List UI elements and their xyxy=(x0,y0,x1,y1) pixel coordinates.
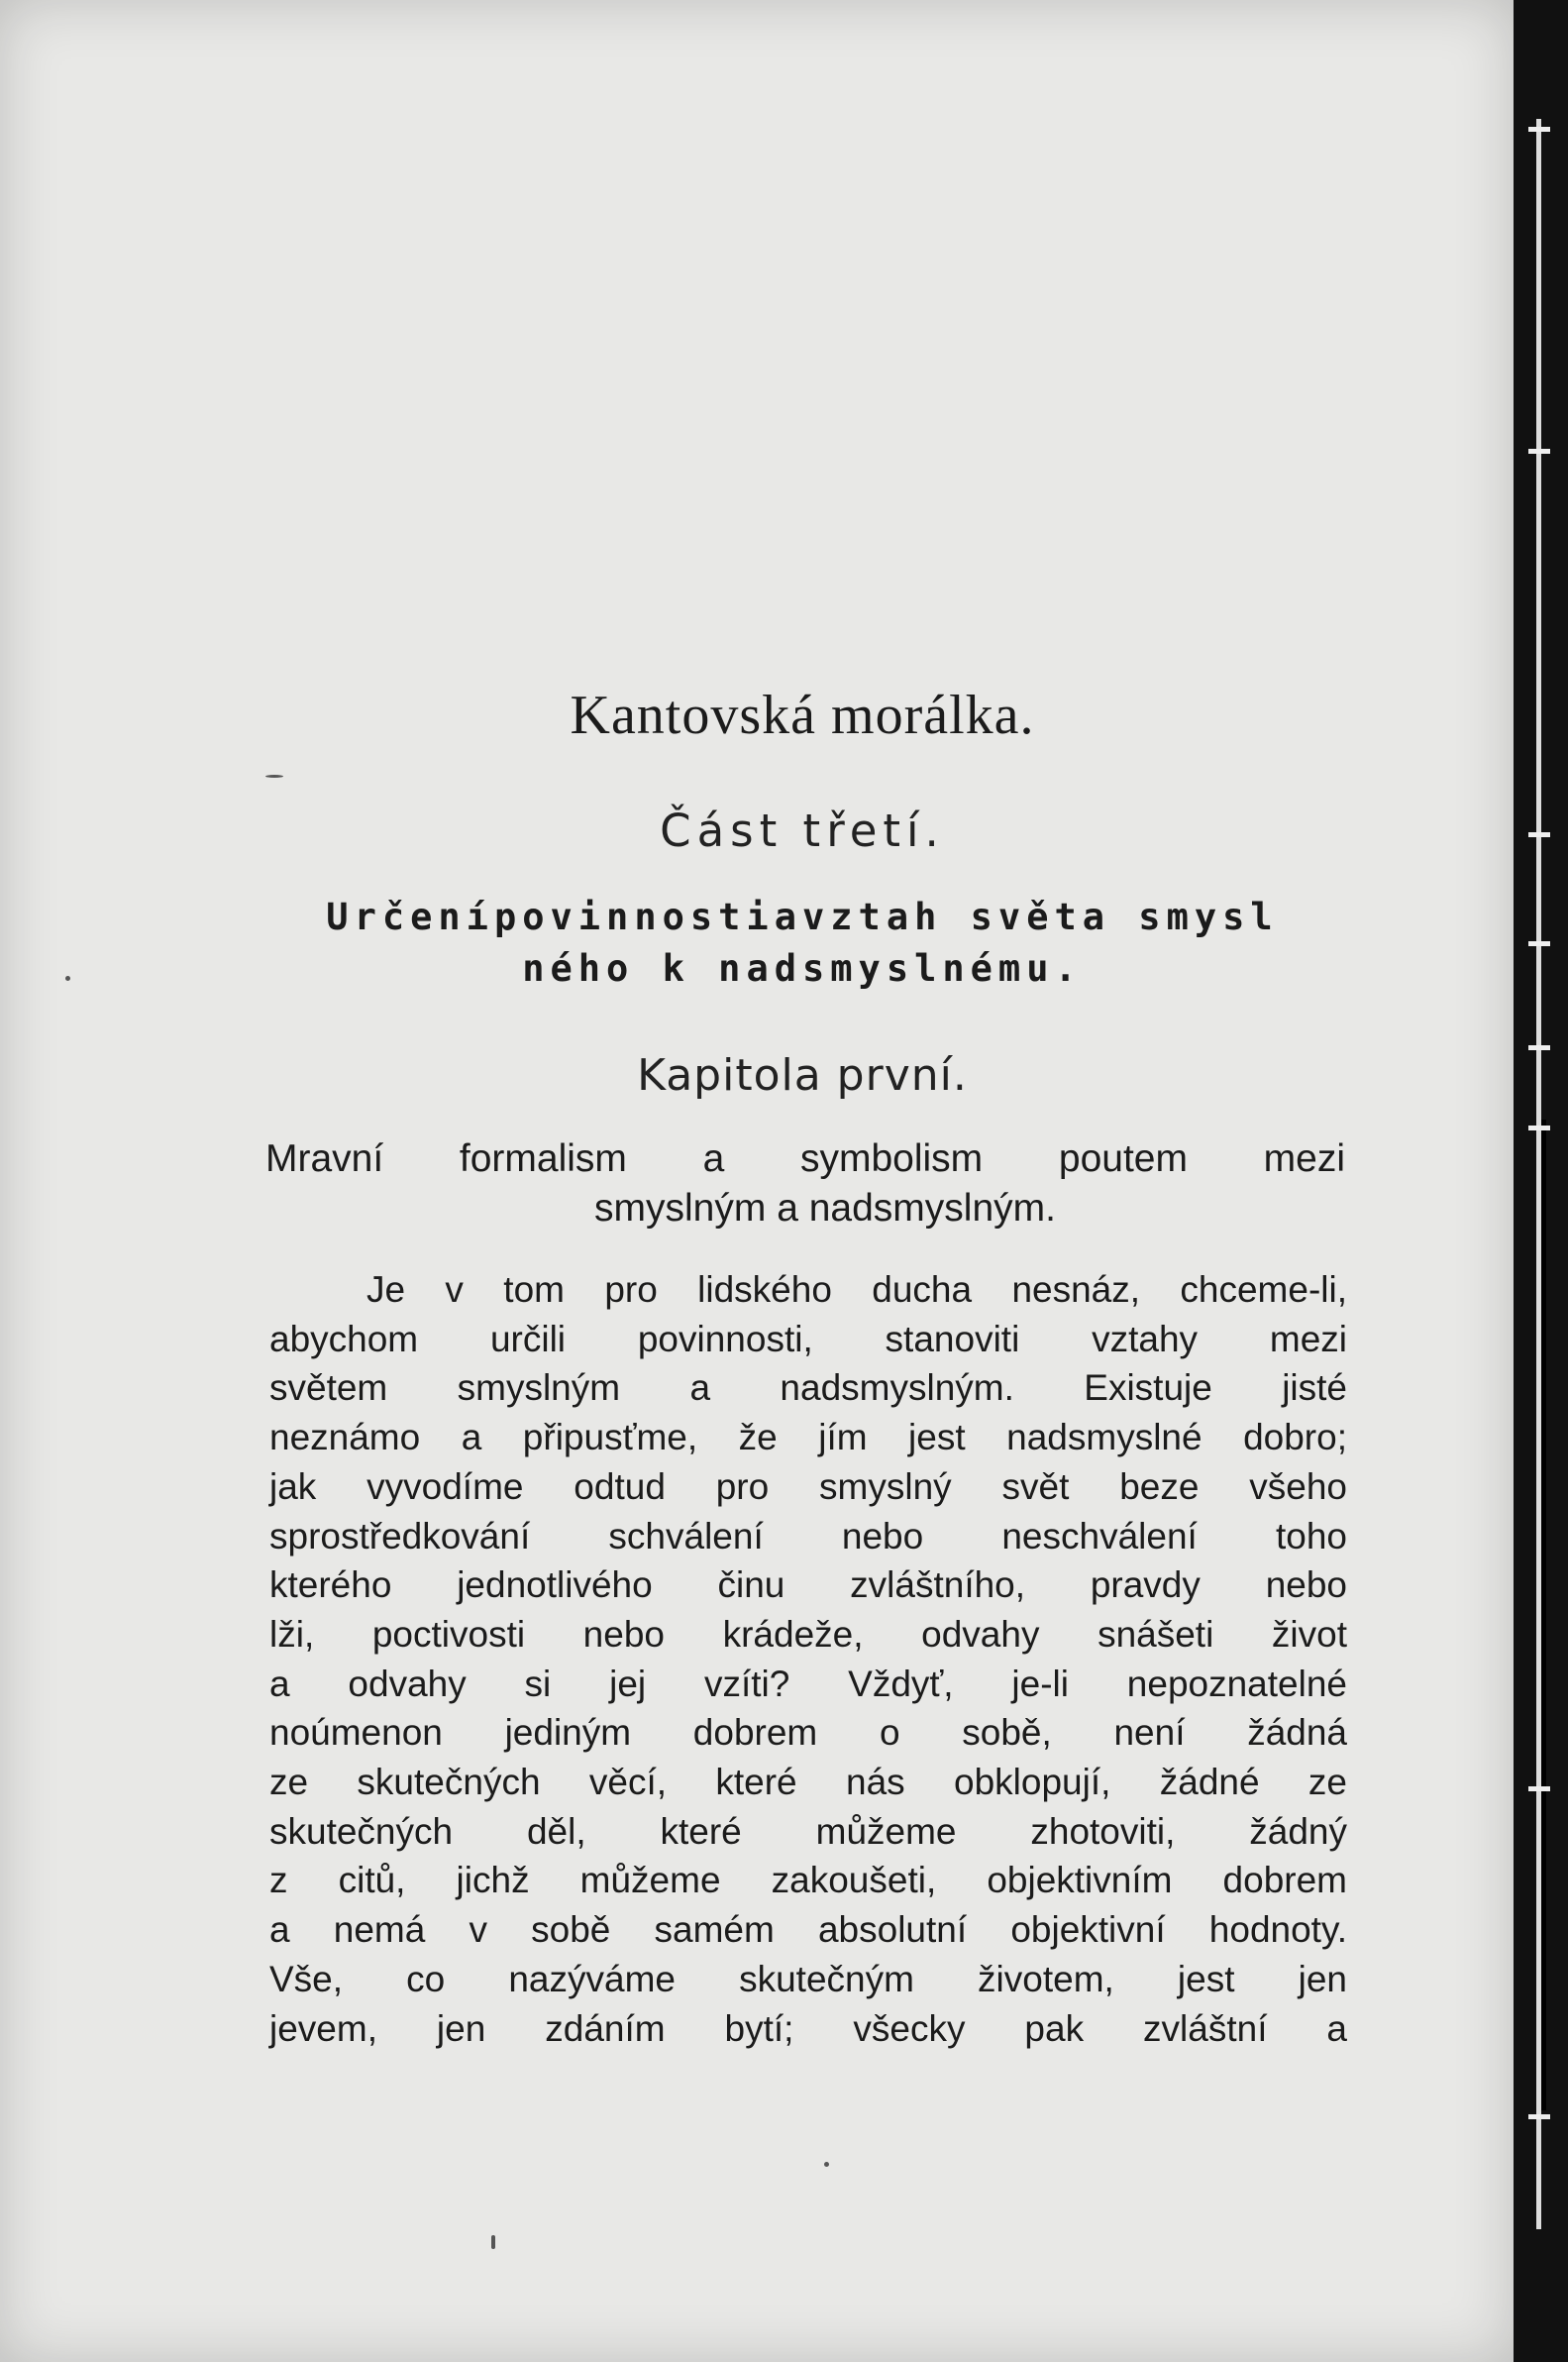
binding-mark xyxy=(1528,1786,1550,1791)
body-line: jevem, jen zdáním bytí; všecky pak zvláštní a xyxy=(269,2007,1347,2049)
dust-speck xyxy=(491,2235,495,2249)
body-line: z citů, jichž můžeme zakoušeti, objektivním dobrem xyxy=(269,1860,1347,1901)
body-paragraph xyxy=(269,1265,1347,2053)
binding-edge-inner xyxy=(1541,1120,1546,2110)
binding-mark xyxy=(1528,449,1550,454)
body-line: lži, poctivosti nebo krádeže, odvahy snášeti život xyxy=(269,1613,1347,1655)
body-line: Vše, co nazýváme skutečným životem, jest jen xyxy=(269,1958,1347,1999)
body-line: a nemá v sobě samém absolutní objektivní hodnoty. xyxy=(269,1909,1347,1951)
part-subtitle xyxy=(258,892,1347,995)
chapter-heading: Kapitola první. xyxy=(637,1050,968,1101)
body-line: světem smyslným a nadsmyslným. Existuje jisté xyxy=(269,1367,1347,1409)
dust-speck xyxy=(65,976,70,981)
dust-speck xyxy=(265,775,283,778)
body-line: kterého jednotlivého činu zvláštního, pravdy nebo xyxy=(269,1564,1347,1606)
part-heading: Část třetí. xyxy=(660,805,945,857)
dust-speck xyxy=(824,2162,829,2167)
part-subtitle-line: Určenípovinnostiavztah světa smysl xyxy=(326,896,1279,938)
page-title: Kantovská morálka. xyxy=(570,685,1035,746)
body-line: skutečných děl, které můžeme zhotoviti, žádný xyxy=(269,1810,1347,1852)
body-line: neznámo a připusťme, že jím jest nadsmyslné dobro; xyxy=(269,1417,1347,1458)
part-subtitle-line: ného k nadsmyslnému. xyxy=(522,947,1083,990)
body-line: ze skutečných věcí, které nás obklopují, žádné ze xyxy=(269,1762,1347,1803)
binding-mark xyxy=(1528,1126,1550,1130)
body-line: noúmenon jediným dobrem o sobě, není žádná xyxy=(269,1712,1347,1754)
body-line: sprostředkování schválení nebo neschválení toho xyxy=(269,1515,1347,1557)
body-line: Je v tom pro lidského ducha nesnáz, chceme-li, xyxy=(366,1269,1347,1310)
binding-mark xyxy=(1528,941,1550,946)
body-line: a odvahy si jej vzíti? Vždyť, je-li nepoznatelné xyxy=(269,1663,1347,1704)
body-line: jak vyvodíme odtud pro smyslný svět beze všeho xyxy=(269,1465,1347,1507)
binding-mark xyxy=(1528,1045,1550,1050)
binding-mark xyxy=(1528,2114,1550,2119)
chapter-title-line: Mravní formalism a symbolism poutem mezi xyxy=(265,1137,1345,1180)
chapter-title xyxy=(265,1134,1345,1234)
binding-mark xyxy=(1528,832,1550,837)
body-line: abychom určili povinnosti, stanoviti vztahy mezi xyxy=(269,1318,1347,1359)
binding-mark xyxy=(1528,127,1550,132)
chapter-title-line: smyslným a nadsmyslným. xyxy=(594,1187,1056,1230)
